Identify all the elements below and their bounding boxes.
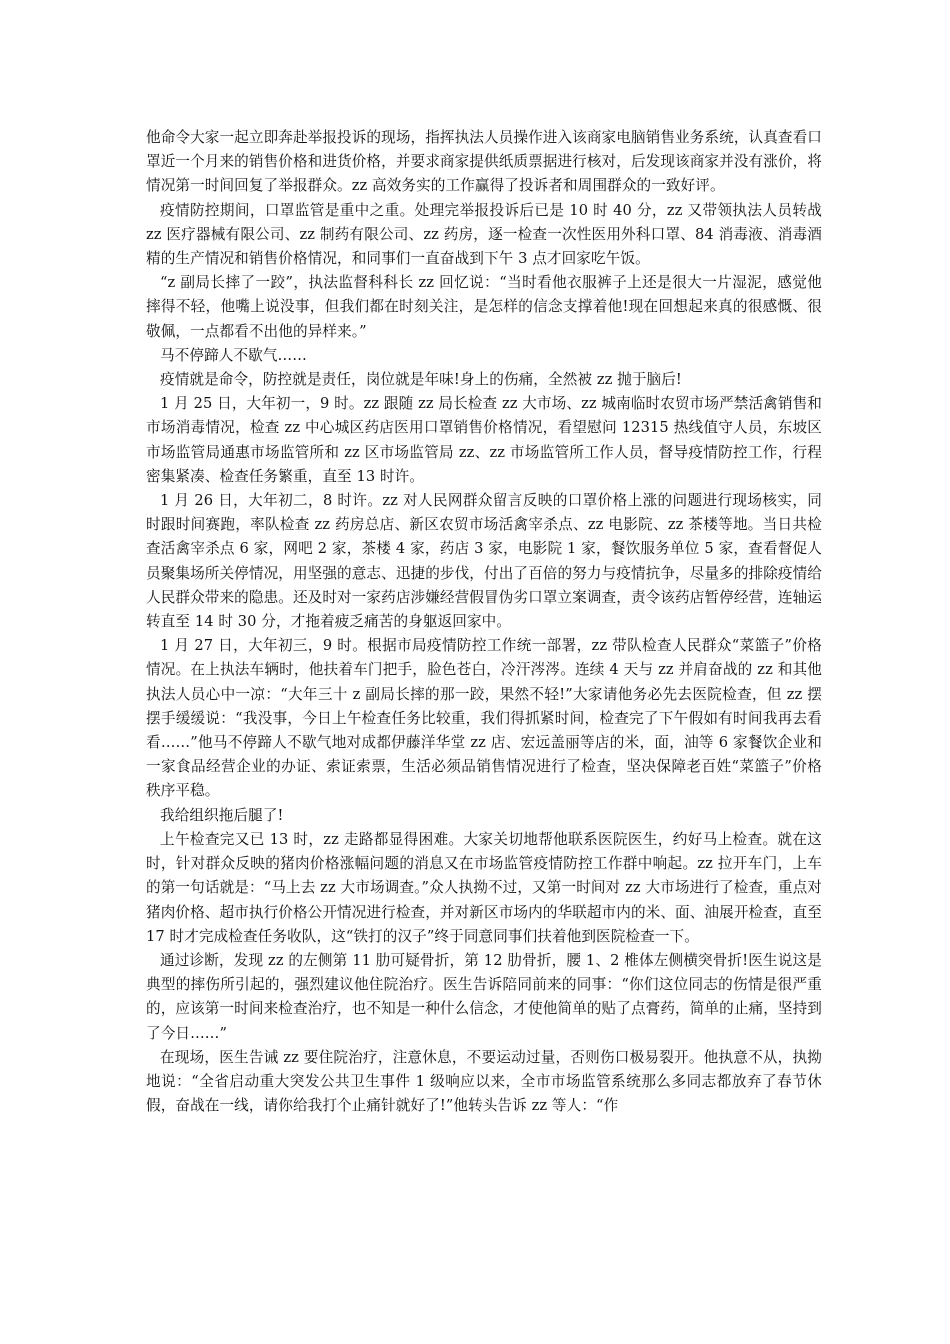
article-body — [146, 126, 822, 1118]
paragraph-9: 我给组织拖后腿了! — [160, 806, 284, 824]
paragraph-12: 在现场，医生告诫 zz 要住院治疗，注意休息，不要运动过量，否则伤口极易裂开。他执意不从，执拗地说：“全省启动重大突发公共卫生事件 1 级响应以来，全市市场监管系统那么多同志都放弃了春节休假，奋战在一线，请你给我打个止痛针就好了!”他转头告诉 zz 等人：“作 — [146, 1048, 822, 1115]
paragraph-2: 疫情防控期间，口罩监管是重中之重。处理完举报投诉后已是 10 时 40 分，zz 又带领执法人员转战 zz 医疗器械有限公司、zz 制药有限公司、zz 药房，逐一检查一次性医用外科口罩、84 消毒液、消毒酒精的生产情况和销售价格情况，和同事们一直奋战到下午 3 点才回家吃午饭。 — [146, 201, 822, 268]
paragraph-10: 上午检查完又已 13 时，zz 走路都显得困难。大家关切地帮他联系医院医生，约好马上检查。就在这时，针对群众反映的猪肉价格涨幅问题的消息又在市场监管疫情防控工作群中响起。zz 拉开车门，上车的第一句话就是：“马上去 zz 大市场调查。”众人执拗不过，又第一时间对 zz 大市场进行了检查，重点对猪肉价格、超市执行价格公开情况进行检查，并对新区市场内的华联超市内的米、面、油展开检查，直至 17 时才完成检查任务收队，这“铁打的汉子”终于同意同事们扶着他到医院检查一下。 — [146, 830, 822, 945]
paragraph-11: 通过诊断，发现 zz 的左侧第 11 肋可疑骨折，第 12 肋骨折，腰 1、2 椎体左侧横突骨折!医生说这是典型的摔伤所引起的，强烈建议他住院治疗。医生告诉陪同前来的同事：“你们这位同志的伤情是很严重的，应该第一时间来检查治疗，也不知是一种什么信念，才使他简单的贴了点膏药，简单的止痛，坚持到了今日……” — [146, 951, 822, 1042]
paragraph-7: 1 月 26 日，大年初二，8 时许。zz 对人民网群众留言反映的口罩价格上涨的问题进行现场核实，同时跟时间赛跑，率队检查 zz 药房总店、新区农贸市场活禽宰杀点、zz 电影院、zz 茶楼等地。当日共检查活禽宰杀点 6 家，网吧 2 家，茶楼 4 家，药店 3 家，电影院 1 家，餐饮服务单位 5 家，查看督促人员聚集场所关停情况，用坚强的意志、迅捷的步伐，付出了百倍的努力与疫情抗争，尽量多的排除疫情给人民群众带来的隐患。还及时对一家药店涉嫌经营假冒伪劣口罩立案调查，责令该药店暂停经营，连轴运转直至 14 时 30 分，才拖着疲乏痛苦的身躯返回家中。 — [146, 492, 822, 631]
paragraph-5: 疫情就是命令，防控就是责任，岗位就是年味!身上的伤痛，全然被 zz 抛于脑后! — [160, 371, 682, 389]
paragraph-6: 1 月 25 日，大年初一，9 时。zz 跟随 zz 局长检查 zz 大市场、zz 城南临时农贸市场严禁活禽销售和市场消毒情况，检查 zz 中心城区药店医用口罩销售价格情况，看望慰问 12315 热线值守人员，东坡区市场监管局通惠市场监管所和 zz 区市场监管局 zz、zz 市场监管所工作人员，督导疫情防控工作，行程密集紧凑、检查任务繁重，直至 13 时许。 — [146, 395, 822, 485]
paragraph-1: 他命令大家一起立即奔赴举报投诉的现场，指挥执法人员操作进入该商家电脑销售业务系统，认真查看口罩近一个月来的销售价格和进货价格，并要求商家提供纸质票据进行核对，后发现该商家并没有涨价，将情况第一时间回复了举报群众。zz 高效务实的工作赢得了投诉者和周围群众的一致好评。 — [146, 129, 822, 195]
paragraph-3: “z 副局长摔了一跤”，执法监督科科长 zz 回忆说：“当时看他衣服裤子上还是很大一片湿泥，感觉他摔得不轻，他嘴上说没事，但我们都在时刻关注，是怎样的信念支撑着他!现在回想起来真的很感慨、很敬佩，一点都看不出他的异样来。” — [146, 274, 822, 340]
paragraph-8: 1 月 27 日，大年初三，9 时。根据市局疫情防控工作统一部署，zz 带队检查人民群众“菜篮子”价格情况。在上执法车辆时，他扶着车门把手，脸色苍白，冷汗涔涔。连续 4 天与 zz 并肩奋战的 zz 和其他执法人员心中一凉：“大年三十 z 副局长摔的那一跤，果然不轻!”大家请他务必先去医院检查，但 zz 摆摆手缓缓说：“我没事，今日上午检查任务比较重，我们得抓紧时间，检查完了下午假如有时间我再去看看……”他马不停蹄人不歇气地对成都伊藤洋华堂 zz 店、宏远盖丽等店的米，面，油等 6 家餐饮企业和一家食品经营企业的办证、索证索票，生活必须品销售情况进行了检查，坚决保障老百姓“菜篮子”价格秩序平稳。 — [146, 637, 822, 800]
paragraph-4: 马不停蹄人不歇气…… — [160, 346, 307, 364]
